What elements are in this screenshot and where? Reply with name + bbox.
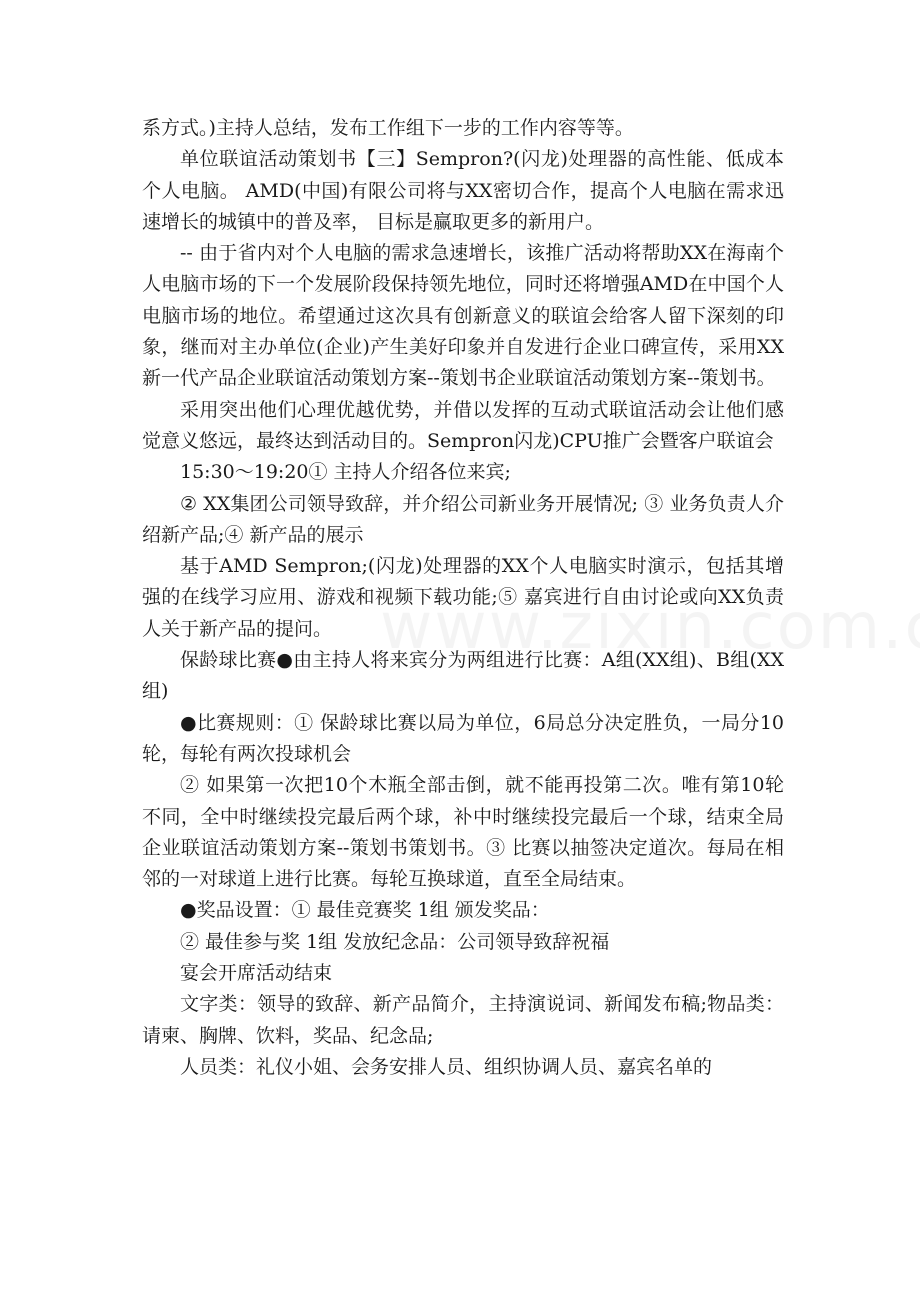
paragraph-prizes-1: ●奖品设置：① 最佳竞赛奖 1组 颁发奖品： (180, 899, 550, 922)
paragraph-materials: 文字类：领导的致辞、新产品简介，主持演说词、新闻发布稿;物品类：请柬、胸牌、饮料，奖品、纪念品; (142, 993, 784, 1047)
paragraph-schedule-2: ② XX集团公司领导致辞，并介绍公司新业务开展情况; ③ 业务负责人介绍新产品;④ 新产品的展示 (142, 492, 784, 546)
paragraph-demo: 基于AMD Sempron;(闪龙)处理器的XX个人电脑实时演示，包括其增强的在线学习应用、游戏和视频下载功能;⑤ 嘉宾进行自由讨论或向XX负责人关于新产品的提问。 (142, 555, 784, 640)
paragraph-prizes-2: ② 最佳参与奖 1组 发放纪念品：公司领导致辞祝福 (180, 930, 610, 953)
paragraph-bowling: 保龄球比赛●由主持人将来宾分为两组进行比赛：A组(XX组)、B组(XX组) (142, 649, 784, 703)
paragraph-staff: 人员类：礼仪小姐、会务安排人员、组织协调人员、嘉宾名单的 (180, 1055, 713, 1078)
document-body (142, 113, 784, 1083)
paragraph-approach: 采用突出他们心理优越优势，并借以发挥的互动式联谊活动会让他们感觉意义悠远，最终达到活动目的。Sempron闪龙)CPU推广会暨客户联谊会 (142, 398, 784, 452)
paragraph-schedule-1: 15:30～19:20① 主持人介绍各位来宾; (180, 461, 511, 484)
paragraph-continuation: 系方式。)主持人总结，发布工作组下一步的工作内容等等。 (142, 117, 634, 139)
paragraph-rules-2: ② 如果第一次把10个木瓶全部击倒，就不能再投第二次。唯有第10轮不同，全中时继续投完最后两个球，补中时继续投完最后一个球，结束全局企业联谊活动策划方案--策划书策划书。③ 比赛以抽签决定道次。每局在相邻的一对球道上进行比赛。每轮互换球道，直至全局结束。 (142, 774, 784, 891)
paragraph-background: -- 由于省内对个人电脑的需求急速增长，该推广活动将帮助XX在海南个人电脑市场的下一个发展阶段保持领先地位，同时还将增强AMD在中国个人电脑市场的地位。希望通过这次具有创新意义的联谊会给客人留下深刻的印象，继而对主办单位(企业)产生美好印象并自发进行企业口碑宣传，采用XX新一代产品企业联谊活动策划方案--策划书企业联谊活动策划方案--策划书。 (142, 242, 784, 390)
paragraph-plan-three-intro: 单位联谊活动策划书【三】Sempron?(闪龙)处理器的高性能、低成本个人电脑。 AMD(中国)有限公司将与XX密切合作，提高个人电脑在需求迅速增长的城镇中的普及率， 目标是赢取更多的新用户。 (142, 148, 784, 233)
paragraph-rules-1: ●比赛规则：① 保龄球比赛以局为单位，6局总分决定胜负，一局分10轮，每轮有两次投球机会 (142, 711, 784, 765)
paragraph-banquet: 宴会开席活动结束 (180, 962, 333, 985)
